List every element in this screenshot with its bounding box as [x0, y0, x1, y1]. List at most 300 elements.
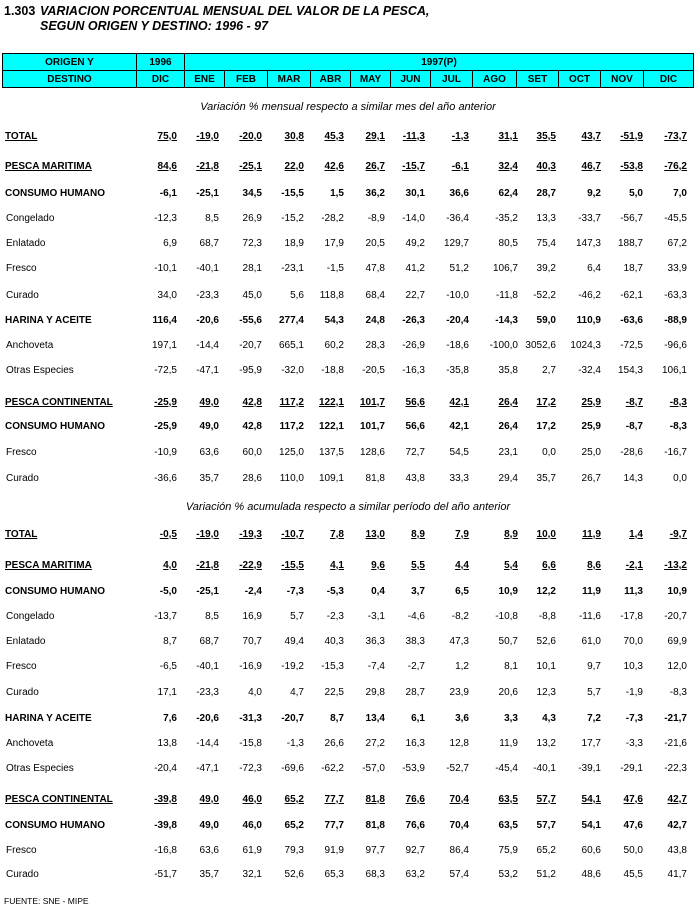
- cell-value: -28,2: [321, 213, 344, 224]
- cell-value: 23,1: [498, 447, 518, 458]
- cell-value: -32,0: [281, 365, 304, 376]
- cell-value: 7,2: [587, 713, 601, 724]
- cell-value: 53,2: [498, 869, 518, 880]
- cell-value: 50,7: [498, 636, 518, 647]
- row-label: PESCA CONTINENTAL: [5, 794, 113, 805]
- cell-value: 147,3: [575, 238, 601, 249]
- cell-value: 17,1: [157, 687, 177, 698]
- cell-value: 67,2: [667, 238, 687, 249]
- cell-value: 12,8: [449, 738, 469, 749]
- cell-value: 8,1: [504, 661, 518, 672]
- table-row: [0, 237, 696, 251]
- cell-value: 4,4: [455, 560, 469, 571]
- cell-value: 4,3: [542, 713, 556, 724]
- cell-value: 5,0: [629, 188, 643, 199]
- cell-value: 54,5: [449, 447, 469, 458]
- cell-value: -16,7: [664, 447, 687, 458]
- table-row: [0, 819, 696, 833]
- cell-value: -47,1: [196, 763, 219, 774]
- header-month: AGO: [473, 71, 517, 88]
- cell-value: -20,7: [281, 713, 304, 724]
- cell-value: -39,8: [154, 820, 177, 831]
- row-label: Anchoveta: [6, 738, 54, 749]
- cell-value: -7,4: [367, 661, 385, 672]
- cell-value: -2,1: [625, 560, 643, 571]
- cell-value: 28,7: [536, 188, 556, 199]
- cell-value: -39,1: [578, 763, 601, 774]
- table-row: [0, 737, 696, 751]
- cell-value: 0,0: [542, 447, 556, 458]
- cell-value: 32,4: [498, 161, 518, 172]
- cell-value: 137,5: [318, 447, 344, 458]
- cell-value: 36,3: [365, 636, 385, 647]
- cell-value: 6,9: [163, 238, 177, 249]
- cell-value: 13,8: [157, 738, 177, 749]
- cell-value: 22,0: [284, 161, 304, 172]
- cell-value: 8,6: [587, 560, 601, 571]
- cell-value: 3,6: [455, 713, 469, 724]
- cell-value: -19,2: [281, 661, 304, 672]
- cell-value: -73,7: [664, 131, 687, 142]
- cell-value: -45,5: [664, 213, 687, 224]
- section-2-caption: Variación % acumulada respecto a similar período del año anterior: [185, 501, 511, 513]
- row-label: Enlatado: [6, 636, 46, 647]
- cell-value: 47,6: [623, 820, 643, 831]
- cell-value: 122,1: [318, 421, 344, 432]
- cell-value: 7,8: [330, 529, 344, 540]
- cell-value: 61,0: [581, 636, 601, 647]
- cell-value: 72,3: [242, 238, 262, 249]
- cell-value: -1,3: [451, 131, 469, 142]
- cell-value: 117,2: [279, 421, 304, 432]
- cell-value: 17,9: [324, 238, 344, 249]
- cell-value: 197,1: [151, 340, 177, 351]
- cell-value: 46,7: [581, 161, 601, 172]
- cell-value: -5,3: [326, 586, 344, 597]
- cell-value: -21,6: [664, 738, 687, 749]
- row-label: Otras Especies: [6, 365, 74, 376]
- cell-value: 51,2: [449, 263, 469, 274]
- cell-value: -40,1: [533, 763, 556, 774]
- cell-value: -20,7: [239, 340, 262, 351]
- table-row: [0, 187, 696, 201]
- section-1-caption: Variación % mensual respecto a similar mes del año anterior: [200, 101, 496, 113]
- source-footer: FUENTE: SNE - MIPE: [4, 896, 89, 906]
- cell-value: 42,7: [667, 794, 687, 805]
- cell-value: 36,2: [365, 188, 385, 199]
- cell-value: -35,2: [495, 213, 518, 224]
- header-month: MAY: [351, 71, 391, 88]
- cell-value: 31,1: [498, 131, 518, 142]
- cell-value: 63,5: [498, 794, 518, 805]
- cell-value: 10,9: [498, 586, 518, 597]
- cell-value: 16,9: [242, 611, 262, 622]
- cell-value: -72,5: [154, 365, 177, 376]
- cell-value: 68,3: [365, 869, 385, 880]
- cell-value: 28,7: [405, 687, 425, 698]
- cell-value: 12,3: [536, 687, 556, 698]
- cell-value: 32,1: [242, 869, 262, 880]
- cell-value: 52,6: [284, 869, 304, 880]
- row-label: Anchoveta: [6, 340, 54, 351]
- cell-value: 277,4: [278, 315, 304, 326]
- cell-value: -20,0: [239, 131, 262, 142]
- cell-value: 0,4: [371, 586, 385, 597]
- row-label: CONSUMO HUMANO: [5, 188, 105, 199]
- cell-value: 57,7: [536, 794, 556, 805]
- row-label: Congelado: [6, 611, 55, 622]
- cell-value: 65,2: [284, 794, 304, 805]
- cell-value: 81,8: [365, 794, 385, 805]
- cell-value: -36,4: [446, 213, 469, 224]
- cell-value: -13,2: [664, 560, 687, 571]
- table-row: [0, 844, 696, 858]
- cell-value: 49,0: [199, 820, 219, 831]
- cell-value: 35,7: [536, 473, 556, 484]
- cell-value: 79,3: [284, 845, 304, 856]
- cell-value: 106,1: [661, 365, 687, 376]
- cell-value: 1,2: [455, 661, 469, 672]
- cell-value: 665,1: [278, 340, 304, 351]
- cell-value: 45,3: [324, 131, 344, 142]
- row-label: Fresco: [6, 661, 37, 672]
- cell-value: 33,9: [667, 263, 687, 274]
- table-row: [0, 212, 696, 226]
- cell-value: 125,0: [278, 447, 304, 458]
- cell-value: -0,5: [159, 529, 177, 540]
- cell-value: 1,4: [629, 529, 643, 540]
- cell-value: -35,8: [446, 365, 469, 376]
- cell-value: -21,8: [196, 161, 219, 172]
- cell-value: 4,7: [290, 687, 304, 698]
- page-title: [4, 4, 429, 34]
- cell-value: -16,8: [154, 845, 177, 856]
- cell-value: -25,9: [154, 397, 177, 408]
- title-line-1: VARIACION PORCENTUAL MENSUAL DEL VALOR DE LA PESCA,: [40, 4, 430, 18]
- cell-value: 26,4: [498, 397, 518, 408]
- cell-value: 72,7: [405, 447, 425, 458]
- cell-value: 52,6: [536, 636, 556, 647]
- cell-value: 60,6: [581, 845, 601, 856]
- cell-value: -16,3: [402, 365, 425, 376]
- table-row: [0, 262, 696, 276]
- cell-value: -23,3: [196, 687, 219, 698]
- cell-value: -20,7: [664, 611, 687, 622]
- cell-value: 92,7: [405, 845, 425, 856]
- cell-value: -15,3: [321, 661, 344, 672]
- table-row: [0, 762, 696, 776]
- cell-value: -52,7: [446, 763, 469, 774]
- cell-value: -19,3: [239, 529, 262, 540]
- cell-value: 42,8: [242, 397, 262, 408]
- cell-value: -51,9: [620, 131, 643, 142]
- cell-value: -10,9: [154, 447, 177, 458]
- cell-value: 10,9: [667, 586, 687, 597]
- cell-value: 68,7: [199, 238, 219, 249]
- row-label: Curado: [6, 473, 39, 484]
- header-table: [2, 53, 694, 88]
- cell-value: -32,4: [578, 365, 601, 376]
- cell-value: -6,1: [451, 161, 469, 172]
- cell-value: 8,5: [205, 213, 219, 224]
- header-year-1996: 1996: [137, 54, 185, 71]
- cell-value: 42,8: [242, 421, 262, 432]
- cell-value: 70,7: [242, 636, 262, 647]
- table-row: [0, 793, 696, 807]
- cell-value: 2,7: [542, 365, 556, 376]
- header-month: DIC: [137, 71, 185, 88]
- cell-value: 17,2: [536, 397, 556, 408]
- cell-value: -8,7: [625, 397, 643, 408]
- table-row: [0, 868, 696, 882]
- cell-value: -8,3: [669, 397, 687, 408]
- cell-value: 24,8: [365, 315, 385, 326]
- cell-value: 63,6: [199, 845, 219, 856]
- cell-value: 25,9: [581, 421, 601, 432]
- cell-value: -17,8: [620, 611, 643, 622]
- cell-value: -18,6: [446, 340, 469, 351]
- cell-value: -15,5: [281, 560, 304, 571]
- cell-value: 18,9: [284, 238, 304, 249]
- cell-value: 25,9: [581, 397, 601, 408]
- cell-value: 45,0: [242, 290, 262, 301]
- cell-value: 1,5: [330, 188, 344, 199]
- cell-value: 50,0: [623, 845, 643, 856]
- cell-value: 18,7: [623, 263, 643, 274]
- cell-value: 101,7: [359, 421, 385, 432]
- cell-value: -8,3: [669, 687, 687, 698]
- cell-value: 42,6: [324, 161, 344, 172]
- cell-value: -57,0: [362, 763, 385, 774]
- cell-value: -3,1: [367, 611, 385, 622]
- cell-value: -31,3: [239, 713, 262, 724]
- cell-value: -53,9: [402, 763, 425, 774]
- cell-value: 75,0: [157, 131, 177, 142]
- header-month: DIC: [644, 71, 694, 88]
- cell-value: -10,8: [495, 611, 518, 622]
- cell-value: -47,1: [196, 365, 219, 376]
- header-month: NOV: [601, 71, 644, 88]
- cell-value: 57,7: [536, 820, 556, 831]
- header-month: OCT: [559, 71, 601, 88]
- table-row: [0, 160, 696, 174]
- cell-value: 22,7: [405, 290, 425, 301]
- cell-value: 69,9: [667, 636, 687, 647]
- cell-value: -39,8: [154, 794, 177, 805]
- cell-value: 154,3: [617, 365, 643, 376]
- cell-value: -8,2: [451, 611, 469, 622]
- cell-value: -5,0: [159, 586, 177, 597]
- cell-value: 47,3: [449, 636, 469, 647]
- cell-value: 118,8: [319, 290, 344, 301]
- cell-value: 13,4: [365, 713, 385, 724]
- cell-value: 5,7: [587, 687, 601, 698]
- row-label: CONSUMO HUMANO: [5, 586, 105, 597]
- cell-value: -15,8: [239, 738, 262, 749]
- cell-value: -6,5: [159, 661, 177, 672]
- header-origen: ORIGEN Y: [3, 54, 137, 71]
- cell-value: 43,8: [405, 473, 425, 484]
- cell-value: -14,3: [495, 315, 518, 326]
- cell-value: 188,7: [617, 238, 643, 249]
- cell-value: 17,2: [536, 421, 556, 432]
- cell-value: 28,1: [242, 263, 262, 274]
- cell-value: 29,8: [365, 687, 385, 698]
- cell-value: 49,0: [199, 397, 219, 408]
- cell-value: 77,7: [324, 794, 344, 805]
- cell-value: -12,3: [154, 213, 177, 224]
- cell-value: -20,5: [362, 365, 385, 376]
- cell-value: -26,3: [402, 315, 425, 326]
- cell-value: 41,2: [405, 263, 425, 274]
- cell-value: -1,5: [326, 263, 344, 274]
- cell-value: -10,0: [446, 290, 469, 301]
- cell-value: -11,6: [578, 611, 601, 622]
- table-row: [0, 686, 696, 700]
- cell-value: 7,9: [455, 529, 469, 540]
- cell-value: 47,6: [623, 794, 643, 805]
- row-label: Curado: [6, 869, 39, 880]
- cell-value: 11,9: [582, 529, 601, 540]
- cell-value: -15,7: [402, 161, 425, 172]
- cell-value: 35,7: [199, 869, 219, 880]
- row-label: Congelado: [6, 213, 55, 224]
- row-label: CONSUMO HUMANO: [5, 820, 105, 831]
- cell-value: -20,6: [196, 713, 219, 724]
- header-month: ABR: [311, 71, 351, 88]
- row-label: Fresco: [6, 263, 37, 274]
- cell-value: -88,9: [664, 315, 687, 326]
- cell-value: 0,0: [673, 473, 687, 484]
- cell-value: 109,1: [318, 473, 344, 484]
- cell-value: 48,6: [581, 869, 601, 880]
- cell-value: 49,4: [284, 636, 304, 647]
- cell-value: 8,9: [504, 529, 518, 540]
- cell-value: -62,1: [620, 290, 643, 301]
- cell-value: 51,2: [536, 869, 556, 880]
- cell-value: 60,0: [242, 447, 262, 458]
- cell-value: -9,7: [669, 529, 687, 540]
- cell-value: 13,3: [536, 213, 556, 224]
- cell-value: -19,0: [196, 131, 219, 142]
- cell-value: 76,6: [405, 794, 425, 805]
- cell-value: -1,9: [625, 687, 643, 698]
- cell-value: 110,9: [576, 315, 601, 326]
- cell-value: -52,2: [533, 290, 556, 301]
- cell-value: 128,6: [359, 447, 385, 458]
- cell-value: 26,7: [365, 161, 385, 172]
- cell-value: 47,8: [365, 263, 385, 274]
- cell-value: -21,7: [664, 713, 687, 724]
- cell-value: -40,1: [196, 661, 219, 672]
- table-row: [0, 130, 696, 144]
- cell-value: 27,2: [365, 738, 385, 749]
- table-row: [0, 472, 696, 486]
- cell-value: 4,0: [163, 560, 177, 571]
- cell-value: 1024,3: [570, 340, 601, 351]
- cell-value: -25,1: [196, 586, 219, 597]
- header-month: SET: [517, 71, 559, 88]
- cell-value: 12,2: [536, 586, 556, 597]
- cell-value: 6,5: [455, 586, 469, 597]
- cell-value: -56,7: [620, 213, 643, 224]
- cell-value: 40,3: [536, 161, 556, 172]
- row-label: Curado: [6, 290, 39, 301]
- row-label: Enlatado: [6, 238, 46, 249]
- cell-value: -25,9: [154, 421, 177, 432]
- cell-value: 38,3: [405, 636, 425, 647]
- cell-value: 45,5: [623, 869, 643, 880]
- cell-value: -10,7: [281, 529, 304, 540]
- header-month: ENE: [185, 71, 225, 88]
- cell-value: 70,4: [449, 820, 469, 831]
- cell-value: -26,9: [402, 340, 425, 351]
- table-row: [0, 364, 696, 378]
- cell-value: 81,8: [365, 473, 385, 484]
- cell-value: 5,4: [504, 560, 518, 571]
- cell-value: -18,8: [321, 365, 344, 376]
- cell-value: 54,3: [324, 315, 344, 326]
- cell-value: 129,7: [443, 238, 469, 249]
- header-month: MAR: [268, 71, 311, 88]
- row-label: TOTAL: [5, 131, 38, 142]
- cell-value: -72,3: [239, 763, 262, 774]
- cell-value: 13,0: [365, 529, 385, 540]
- row-label: CONSUMO HUMANO: [5, 421, 105, 432]
- cell-value: -8,9: [367, 213, 385, 224]
- cell-value: -19,0: [196, 529, 219, 540]
- cell-value: 34,5: [242, 188, 262, 199]
- cell-value: -25,1: [196, 188, 219, 199]
- row-label: Fresco: [6, 845, 37, 856]
- cell-value: 11,9: [582, 586, 601, 597]
- cell-value: -51,7: [154, 869, 177, 880]
- header-destino: DESTINO: [3, 71, 137, 88]
- cell-value: -55,6: [239, 315, 262, 326]
- cell-value: -4,6: [407, 611, 425, 622]
- row-label: HARINA Y ACEITE: [5, 713, 92, 724]
- cell-value: 56,6: [405, 421, 425, 432]
- cell-value: 46,0: [242, 794, 262, 805]
- cell-value: -2,3: [326, 611, 344, 622]
- cell-value: 54,1: [581, 794, 601, 805]
- cell-value: 76,6: [405, 820, 425, 831]
- cell-value: 3,3: [504, 713, 518, 724]
- cell-value: -16,9: [239, 661, 262, 672]
- table-row: [0, 660, 696, 674]
- cell-value: 5,5: [411, 560, 425, 571]
- cell-value: 29,4: [498, 473, 518, 484]
- cell-value: 7,6: [163, 713, 177, 724]
- cell-value: 35,8: [498, 365, 518, 376]
- cell-value: -100,0: [489, 340, 518, 351]
- cell-value: -6,1: [159, 188, 177, 199]
- cell-value: 63,2: [405, 869, 425, 880]
- cell-value: -22,9: [239, 560, 262, 571]
- cell-value: -14,4: [196, 738, 219, 749]
- cell-value: 81,8: [365, 820, 385, 831]
- cell-value: 54,1: [581, 820, 601, 831]
- cell-value: 60,2: [324, 340, 344, 351]
- cell-value: -20,4: [154, 763, 177, 774]
- cell-value: -22,3: [664, 763, 687, 774]
- cell-value: 77,7: [324, 820, 344, 831]
- cell-value: 10,1: [536, 661, 556, 672]
- cell-value: -76,2: [664, 161, 687, 172]
- cell-value: 16,3: [405, 738, 425, 749]
- cell-value: -3,3: [625, 738, 643, 749]
- table-row: [0, 610, 696, 624]
